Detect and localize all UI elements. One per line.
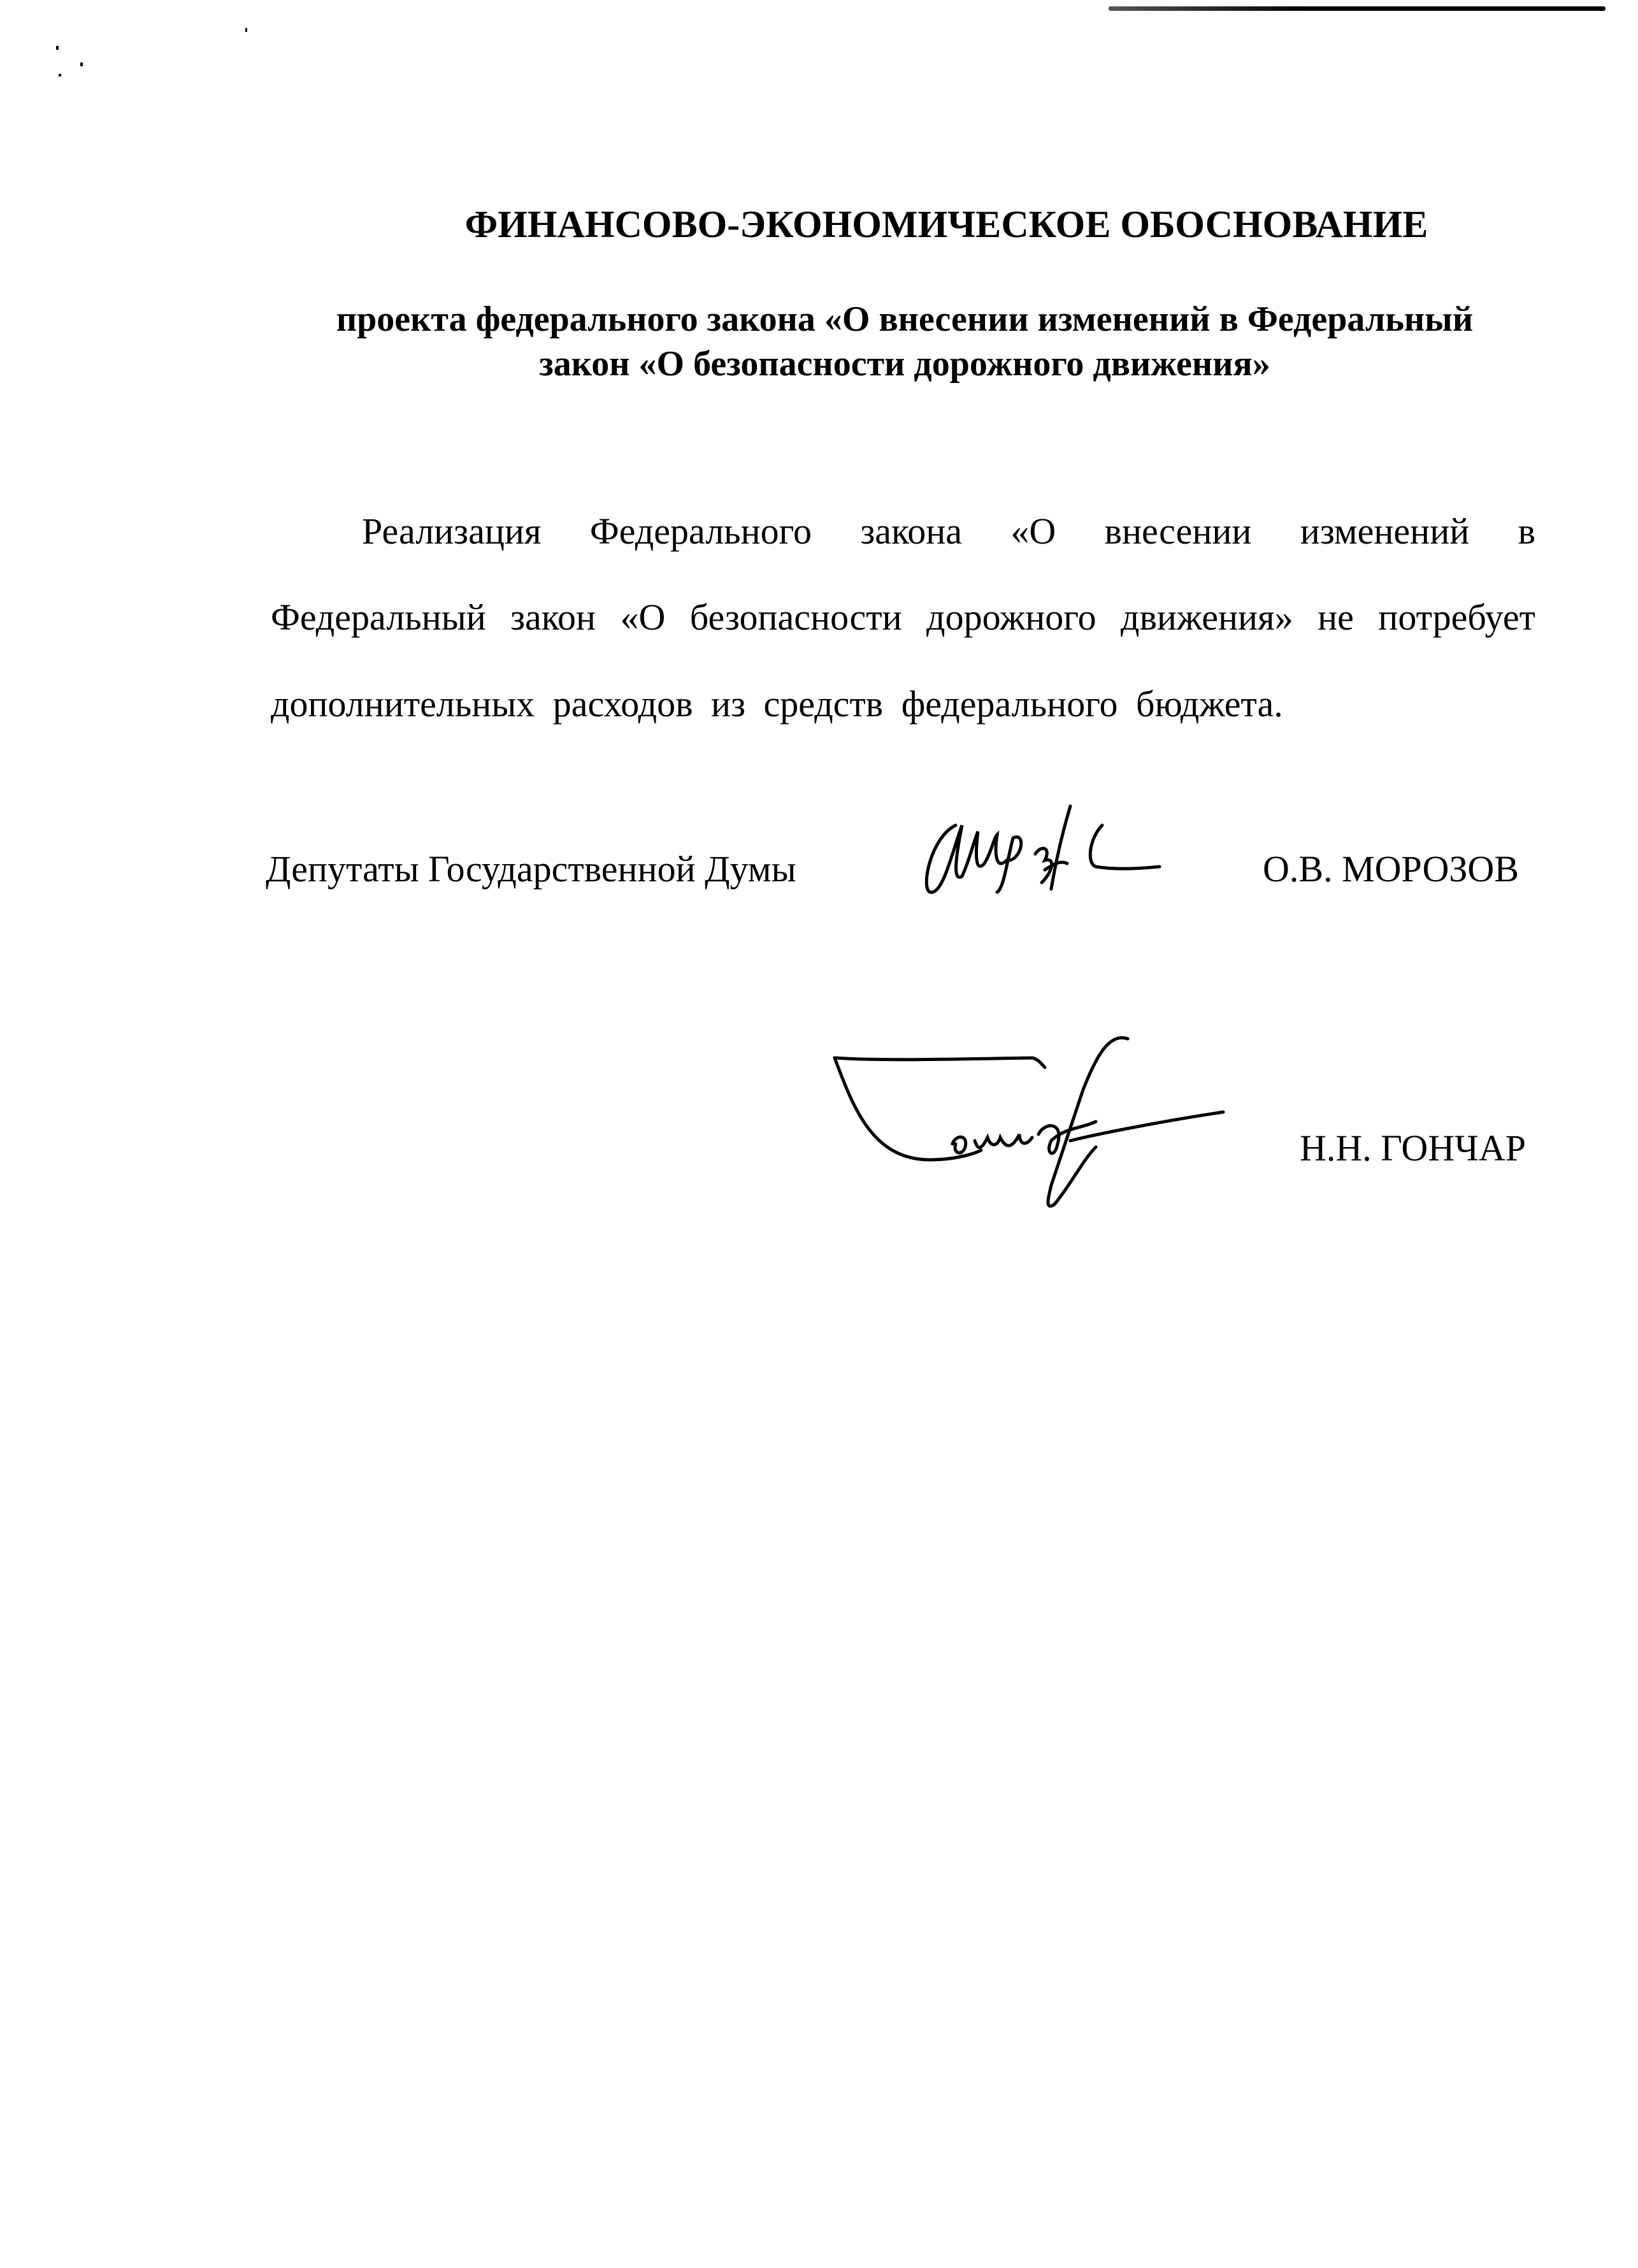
subtitle-line: закон «О безопасности дорожного движения» <box>539 344 1270 384</box>
scan-speck <box>59 74 61 76</box>
body-line: дополнительных расходов из средств федерального бюджета. <box>271 683 1283 725</box>
signatories-label: Депутаты Государственной Думы <box>266 848 796 890</box>
document-subtitle <box>280 297 1529 386</box>
signatory-name: О.В. МОРОЗОВ <box>1263 848 1519 890</box>
signature-gonchar <box>828 1032 1338 1236</box>
scan-artifact-line <box>1109 6 1606 11</box>
body-line: Федеральный закон «О безопасности дорожного движения» не потребует <box>271 596 1535 638</box>
scan-speck <box>56 46 59 50</box>
body-line: Реализация Федерального закона «О внесении изменений в <box>362 510 1535 552</box>
scan-speck <box>80 62 83 66</box>
signature-morozov <box>917 800 1217 902</box>
document-title: ФИНАНСОВО-ЭКОНОМИЧЕСКОЕ ОБОСНОВАНИЕ <box>464 203 1428 245</box>
subtitle-line: проекта федерального закона «О внесении изменений в Федеральный <box>336 300 1474 339</box>
scan-speck <box>245 28 247 32</box>
signatory-name: Н.Н. ГОНЧАР <box>1300 1127 1526 1169</box>
